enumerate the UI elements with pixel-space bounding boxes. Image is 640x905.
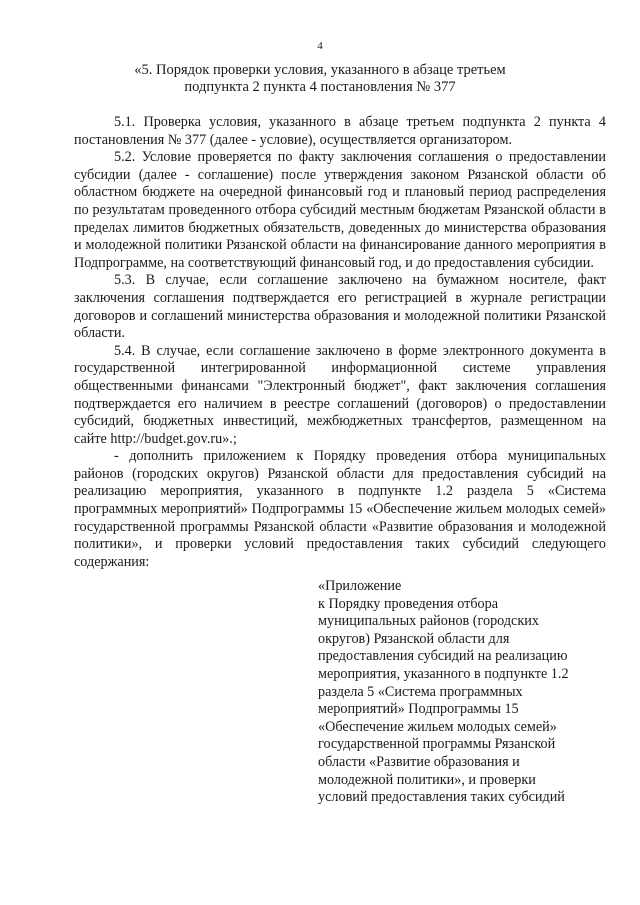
section-heading-line-2: подпункта 2 пункта 4 постановления № 377 [184,79,456,95]
appendix-line: «Приложение [318,578,402,594]
appendix-line: мероприятия, указанного в подпункте 1.2 [318,665,569,682]
paragraph-5-4: 5.4. В случае, если соглашение заключено в форме электронного документа в государственной интегрированной информационной системе управления общественными финансами "Электронный бюджет", факт заключения соглашения подтверждается его наличием в реестре соглашений (договоров) о предоставлении субсидий, бюджетных инвестиций, межбюджетных трансфертов, размещенном на сайте http://budget.gov.ru».; [74,342,606,447]
section-heading [110,62,530,96]
appendix-line: мероприятий» Подпрограммы 15 [318,701,519,718]
appendix-line: к Порядку проведения отбора [318,595,499,612]
appendix-line: государственной программы Рязанской [318,736,556,753]
appendix-line: «Обеспечение жильем молодых семей» [318,718,557,735]
appendix-line: условий предоставления таких субсидий [318,789,565,806]
document-body [74,114,606,571]
paragraph-5-1: 5.1. Проверка условия, указанного в абзаце третьем подпункта 2 пункта 4 постановления № 377 (далее - условие), осуществляется организатором. [74,114,606,148]
section-heading-line-1: «5. Порядок проверки условия, указанного в абзаце третьем [134,62,506,78]
appendix-line: области «Развитие образования и [318,753,520,770]
page-number: 4 [317,40,323,52]
appendix-line: предоставления субсидий на реализацию [318,648,568,665]
appendix-line: муниципальных районов (городских [318,613,539,630]
appendix-line: округов) Рязанской области для [318,630,510,647]
appendix-line: раздела 5 «Система программных [318,683,523,700]
paragraph-5-3: 5.3. В случае, если соглашение заключено на бумажном носителе, факт заключения соглашения подтверждается его регистрацией в журнале регистрации договоров и соглашений министерства образования и молодежной политики Рязанской области. [74,272,606,342]
appendix-line: молодежной политики», и проверки [318,771,536,788]
appendix-header [318,578,588,807]
paragraph-5-2: 5.2. Условие проверяется по факту заключения соглашения о предоставлении субсидии (далее - соглашение) после утверждения законом Рязанской области об областном бюджете на очередной финансовый год и плановый период распределения по результатам проведенного отбора субсидий местным бюджетам Рязанской области в пределах лимитов бюджетных обязательств, доведенных до министерства образования и молодежной политики Рязанской области на финансирование данного мероприятия в Подпрограмме, на соответствующий финансовый год, и до предоставления субсидии. [74,149,606,271]
paragraph-amendment: - дополнить приложением к Порядку проведения отбора муниципальных районов (городских округов) Рязанской области для предоставления субсидий на реализацию мероприятия, указанного в подпункте 1.2 раздела 5 «Система программных мероприятий» Подпрограммы 15 «Обеспечение жильем молодых семей» государственной программы Рязанской области «Развитие образования и молодежной политики», и проверки условий предоставления таких субсидий следующего содержания: [74,448,606,570]
